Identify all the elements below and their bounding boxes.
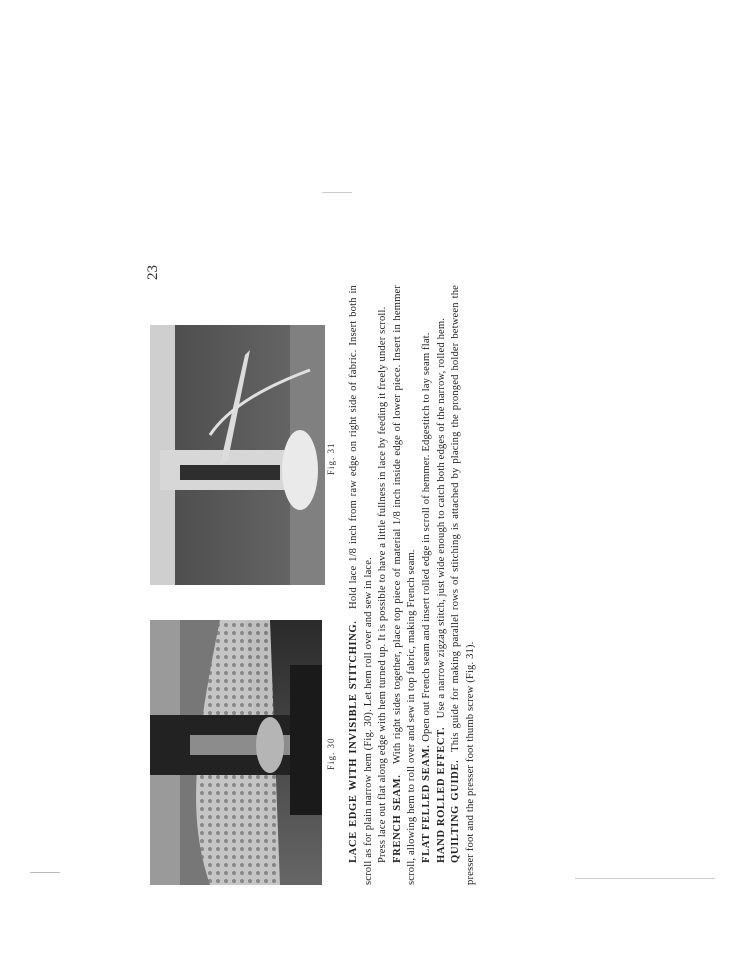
scan-mark — [575, 878, 715, 879]
flat-paragraph — [420, 285, 435, 885]
flat-heading: FLAT FELLED SEAM. — [420, 744, 432, 863]
sewing-machine-hemmer-lace-photo — [150, 620, 322, 885]
french-text: With right sides together, place top piece of material 1/8 inch inside edge of lower piece. Insert in hemmer scroll, allowing hem to roll over and sew in top fabric, making French seam. — [391, 285, 418, 885]
rotated-content — [145, 265, 535, 885]
lace-paragraph — [347, 285, 376, 885]
lace-heading: LACE EDGE WITH INVISIBLE STITCHING. — [348, 620, 359, 863]
hand-heading: HAND ROLLED EFFECT. — [435, 726, 447, 863]
figure-31-caption: Fig. 31 — [326, 442, 336, 475]
french-heading: FRENCH SEAM. — [391, 774, 403, 863]
quilting-paragraph — [449, 285, 478, 885]
scan-mark — [322, 192, 352, 193]
hand-paragraph — [435, 285, 450, 885]
sewing-machine-quilting-guide-photo — [150, 325, 325, 585]
instructions-text — [347, 285, 478, 885]
hand-text: Use a narrow zigzag stitch, just wide enough to catch both edges of the narrow, rolled hem. — [435, 317, 447, 719]
figure-31-photo — [150, 325, 325, 585]
lace-paragraph-2 — [376, 285, 391, 885]
quilting-heading: QUILTING GUIDE. — [450, 759, 462, 863]
flat-text: Open out French seam and insert rolled edge in scroll of hemmer. Edgestitch to lay seam flat. — [420, 332, 432, 742]
quilting-text: This guide for making parallel rows of stitching is attached by placing the pronged holder between the presser foot and the presser foot thumb screw (Fig. 31). — [450, 285, 476, 885]
lace-text: Hold lace 1/8 inch from raw edge on right side of fabric. Insert both in scroll as for plain narrow hem (Fig. 30). Let hem roll over and sew in lace. — [348, 285, 374, 885]
figure-30-photo — [150, 620, 322, 885]
french-paragraph — [391, 285, 420, 885]
figure-30-caption: Fig. 30 — [326, 737, 336, 770]
lace-text-2: Press lace out flat along edge with hem turned up. It is possible to have a little fullness in lace by feeding it freely under scroll. — [377, 306, 389, 863]
scan-mark — [30, 872, 60, 873]
page-number: 23 — [145, 265, 161, 280]
